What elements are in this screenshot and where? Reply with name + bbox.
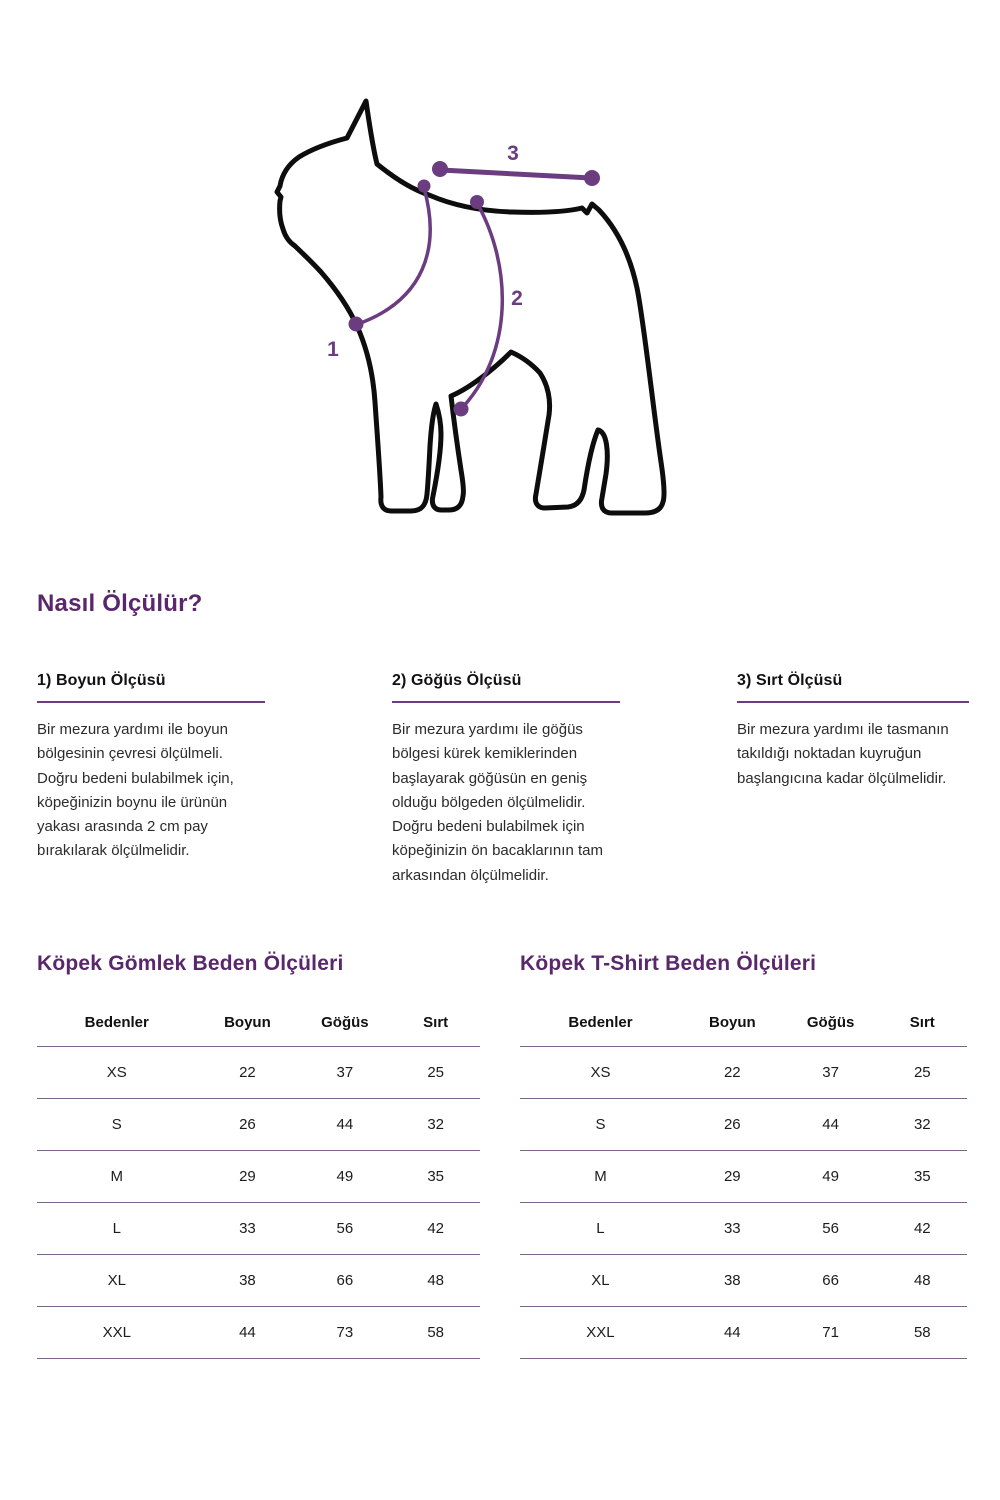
howto-section-neck — [37, 672, 265, 864]
value-cell: 33 — [681, 1203, 784, 1255]
value-cell: 42 — [391, 1203, 480, 1255]
size-cell: XL — [37, 1255, 196, 1307]
neck-measure-dot-top — [418, 180, 431, 193]
size-cell: L — [37, 1203, 196, 1255]
howto-section-heading: 1) Boyun Ölçüsü — [37, 672, 166, 689]
table-row — [520, 1099, 967, 1151]
dog-outline-illustration — [277, 101, 664, 513]
col-header-sirt: Sırt — [878, 1000, 967, 1047]
tshirt-size-table — [520, 1000, 967, 1359]
value-cell: 22 — [681, 1047, 784, 1099]
value-cell: 49 — [784, 1151, 878, 1203]
shirt-size-table — [37, 1000, 480, 1359]
size-cell: M — [520, 1151, 681, 1203]
back-measure-line — [441, 170, 591, 178]
howto-section-heading: 2) Göğüs Ölçüsü — [392, 672, 522, 689]
chest-measure-dot-top — [470, 195, 484, 209]
back-measure-label: 3 — [507, 142, 519, 165]
neck-measure-dot-bottom — [349, 317, 364, 332]
col-header-sirt: Sırt — [391, 1000, 480, 1047]
size-cell: XS — [520, 1047, 681, 1099]
table-row — [520, 1151, 967, 1203]
value-cell: 44 — [681, 1307, 784, 1359]
shirt-table-title: Köpek Gömlek Beden Ölçüleri — [37, 952, 344, 975]
section-divider — [37, 701, 265, 703]
section-divider — [737, 701, 969, 703]
value-cell: 73 — [298, 1307, 391, 1359]
howto-section-back — [737, 672, 969, 791]
howto-section-chest — [392, 672, 620, 888]
value-cell: 32 — [878, 1099, 967, 1151]
value-cell: 29 — [196, 1151, 298, 1203]
value-cell: 66 — [298, 1255, 391, 1307]
value-cell: 38 — [196, 1255, 298, 1307]
howto-section-heading: 3) Sırt Ölçüsü — [737, 672, 843, 689]
shirt-size-block — [37, 952, 480, 1359]
value-cell: 58 — [878, 1307, 967, 1359]
value-cell: 35 — [878, 1151, 967, 1203]
chest-measure-label: 2 — [511, 287, 523, 310]
value-cell: 56 — [784, 1203, 878, 1255]
table-row — [37, 1099, 480, 1151]
table-header-row — [520, 1000, 967, 1047]
value-cell: 32 — [391, 1099, 480, 1151]
table-row — [37, 1151, 480, 1203]
value-cell: 44 — [298, 1099, 391, 1151]
value-cell: 58 — [391, 1307, 480, 1359]
value-cell: 42 — [878, 1203, 967, 1255]
value-cell: 44 — [784, 1099, 878, 1151]
section-divider — [392, 701, 620, 703]
table-header-row — [37, 1000, 480, 1047]
table-row — [37, 1307, 480, 1359]
value-cell: 44 — [196, 1307, 298, 1359]
table-row — [520, 1047, 967, 1099]
size-cell: M — [37, 1151, 196, 1203]
back-measure-dot-left — [432, 161, 448, 177]
tshirt-size-block — [520, 952, 967, 1359]
back-measure-dot-right — [584, 170, 600, 186]
size-cell: XXL — [520, 1307, 681, 1359]
value-cell: 22 — [196, 1047, 298, 1099]
value-cell: 38 — [681, 1255, 784, 1307]
value-cell: 48 — [391, 1255, 480, 1307]
table-row — [37, 1203, 480, 1255]
value-cell: 29 — [681, 1151, 784, 1203]
size-cell: XS — [37, 1047, 196, 1099]
value-cell: 56 — [298, 1203, 391, 1255]
value-cell: 37 — [298, 1047, 391, 1099]
howto-title: Nasıl Ölçülür? — [37, 590, 203, 617]
table-row — [520, 1307, 967, 1359]
value-cell: 25 — [391, 1047, 480, 1099]
howto-section-body: Bir mezura yardımı ile tasmanın takıldığı noktadan kuyruğun başlangıcına kadar ölçülmelidir. — [737, 721, 949, 787]
size-cell: S — [37, 1099, 196, 1151]
value-cell: 49 — [298, 1151, 391, 1203]
value-cell: 66 — [784, 1255, 878, 1307]
size-cell: L — [520, 1203, 681, 1255]
value-cell: 48 — [878, 1255, 967, 1307]
col-header-gogus: Göğüs — [784, 1000, 878, 1047]
value-cell: 37 — [784, 1047, 878, 1099]
col-header-boyun: Boyun — [681, 1000, 784, 1047]
value-cell: 33 — [196, 1203, 298, 1255]
howto-section-body: Bir mezura yardımı ile boyun bölgesinin çevresi ölçülmeli. Doğru bedeni bulabilmek için, köpeğinizin boynu ile ürünün yakası arasında 2 cm pay bırakılarak ölçülmelidir. — [37, 721, 234, 860]
size-cell: XXL — [37, 1307, 196, 1359]
col-header-bedenler: Bedenler — [520, 1000, 681, 1047]
value-cell: 26 — [196, 1099, 298, 1151]
value-cell: 25 — [878, 1047, 967, 1099]
table-row — [520, 1203, 967, 1255]
value-cell: 35 — [391, 1151, 480, 1203]
table-row — [37, 1047, 480, 1099]
howto-section-body: Bir mezura yardımı ile göğüs bölgesi kürek kemiklerinden başlayarak göğüsün en geniş olduğu bölgeden ölçülmelidir. Doğru bedeni bulabilmek için köpeğinizin ön bacaklarının tam arkasından ölçülmelidir. — [392, 721, 603, 884]
value-cell: 26 — [681, 1099, 784, 1151]
col-header-bedenler: Bedenler — [37, 1000, 196, 1047]
tshirt-table-title: Köpek T-Shirt Beden Ölçüleri — [520, 952, 817, 975]
chest-measure-dot-bottom — [454, 402, 469, 417]
neck-measure-label: 1 — [327, 338, 339, 361]
value-cell: 71 — [784, 1307, 878, 1359]
size-cell: XL — [520, 1255, 681, 1307]
size-cell: S — [520, 1099, 681, 1151]
dog-measurement-diagram — [0, 0, 1000, 580]
table-row — [520, 1255, 967, 1307]
col-header-gogus: Göğüs — [298, 1000, 391, 1047]
table-row — [37, 1255, 480, 1307]
col-header-boyun: Boyun — [196, 1000, 298, 1047]
